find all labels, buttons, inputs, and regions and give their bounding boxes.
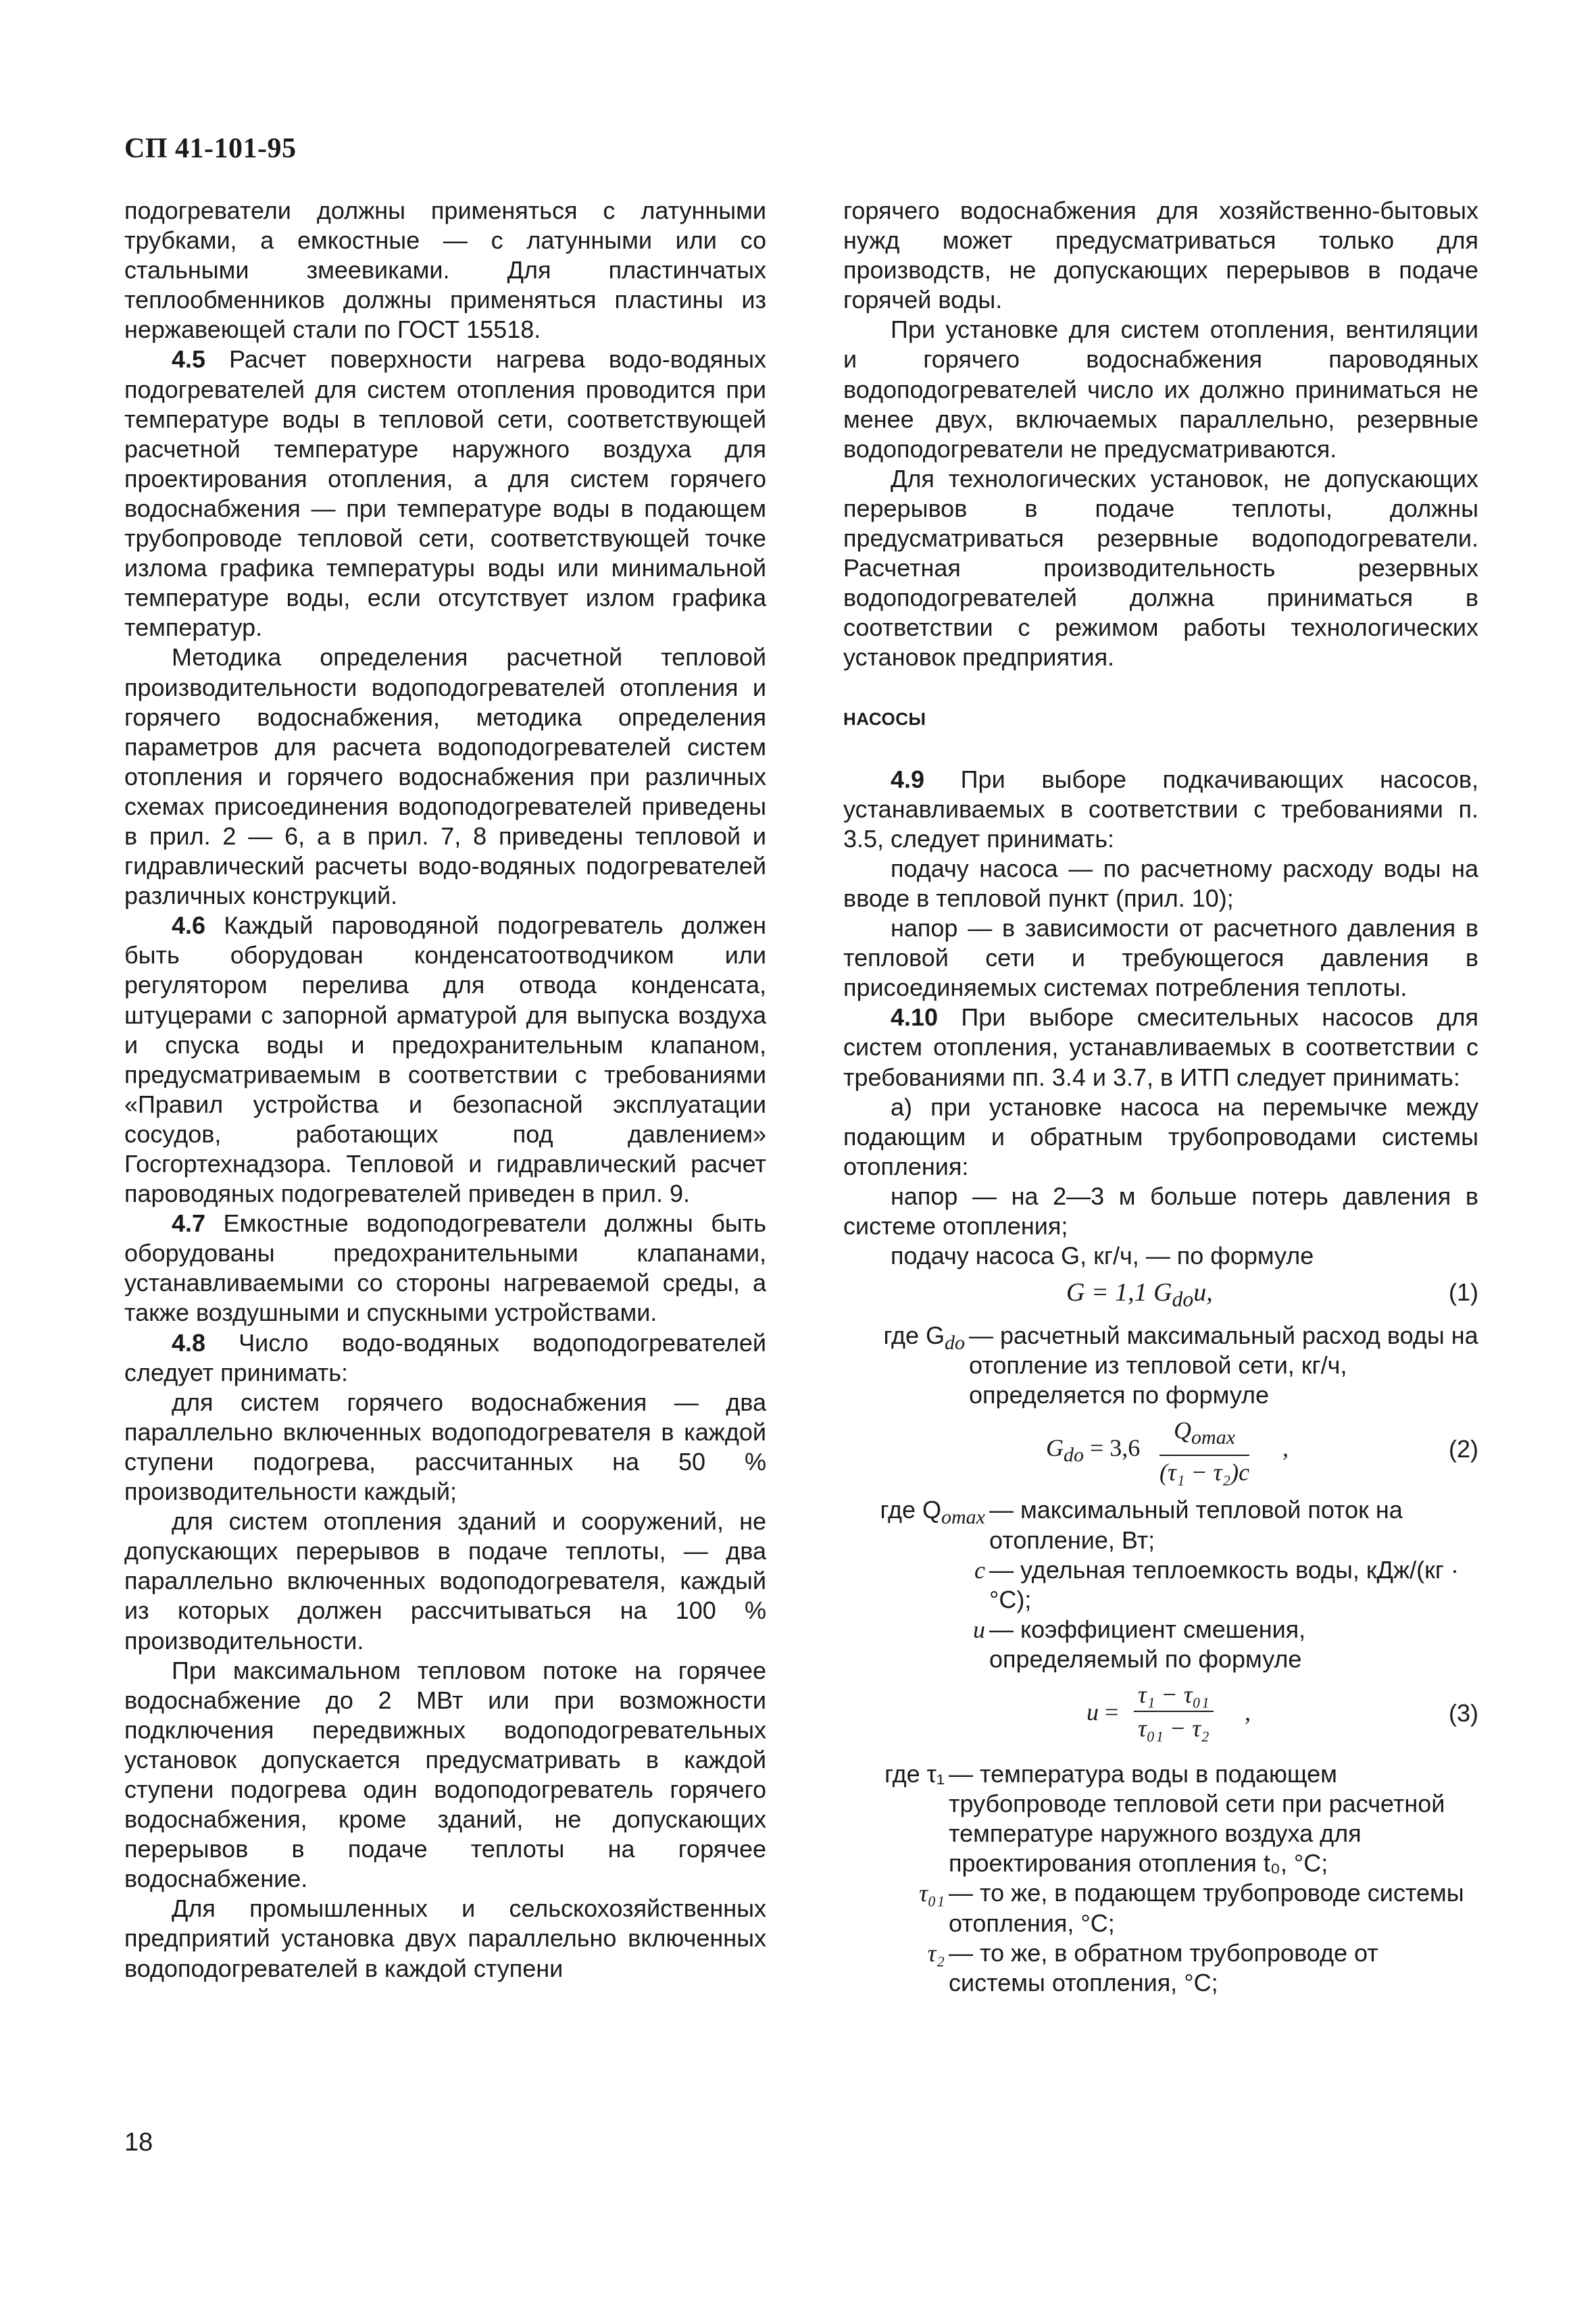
paragraph: напор — в зависимости от расчетного давления в тепловой сети и требующегося давления в присоединяемых системах потребления теплоты.: [843, 914, 1478, 1002]
clause-number: 4.7: [172, 1209, 206, 1238]
definition-term: u: [973, 1615, 985, 1643]
definition: [843, 1759, 1478, 1878]
clause-text: Расчет поверхности нагрева водо-водяных подогревателей для систем отопления проводится при температуре воды в тепловой сети, соответствующей расчетной температуре наружного воздуха для проектирования отопления, а для систем горячего водоснабжения — при температуре воды в подающем трубопроводе тепловой сети, соответствующей точке излома графика температуры воды или минимальной температуре воды, если отсутствует излом графика температур.: [124, 345, 766, 642]
paragraph: При максимальном тепловом потоке на горячее водоснабжение до 2 МВт или при возможности подключения передвижных водоподогревательных установок допускается предусматривать в каждой ступени подогрева один водоподогреватель горячего водоснабжения, кроме зданий, не допускающих перерывов в подаче теплоты на горячее водоснабжение.: [124, 1656, 766, 1893]
paragraph: подачу насоса G, кг/ч, — по формуле: [891, 1242, 1314, 1270]
clause-text: При выборе подкачивающих насосов, устанавливаемых в соответствии с требованиями п. 3.5, следует принимать:: [843, 765, 1478, 853]
definition-term: где $Q_{omax}$: [880, 1496, 985, 1529]
definition: [843, 1938, 1478, 1998]
definition-term: где $G_{do}$: [883, 1322, 965, 1355]
equation-number: (3): [1449, 1699, 1478, 1728]
definition: [843, 1321, 1478, 1410]
clause-number: 4.9: [891, 765, 925, 793]
definition-text: — коэффициент смешения, определяемый по формуле: [989, 1615, 1306, 1673]
paragraph: При установке для систем отопления, вентиляции и горячего водоснабжения пароводяных водоподогревателей число их должно приниматься не менее двух, включаемых параллельно, резервные водоподогреватели не предусматриваются.: [843, 316, 1478, 463]
definition-text: — максимальный тепловой поток на отопление, Вт;: [989, 1496, 1403, 1554]
paragraph: горячего водоснабжения для хозяйственно-бытовых нужд может предусматриваться только для производств, не допускающих перерывов в подаче горячей воды.: [843, 197, 1478, 314]
clause-4-8: [124, 1328, 766, 1388]
paragraph: подачу насоса — по расчетному расходу воды на вводе в тепловой пункт (прил. 10);: [843, 854, 1478, 912]
clause-number: 4.5: [172, 345, 206, 374]
clause-text: Каждый пароводяной подогреватель должен быть оборудован конденсатоотводчиком или регулятором перелива для отвода конденсата, штуцерами с запорной арматурой для выпуска воздуха и спуска воды и предохранительным клапаном, предусматриваемым в соответствии с требованиями «Правил устройства и безопасной эксплуатации сосудов, работающих под давлением» Госгортехнадзора. Тепловой и гидравлический расчет пароводяных подогревателей приведен в прил. 9.: [124, 911, 766, 1208]
formula-expression: G = 1,1 $G_{do}u$,: [1066, 1278, 1213, 1311]
paragraph: подогреватели должны применяться с латунными трубками, а емкостные — с латунными или со стальными змеевиками. Для пластинчатых теплообменников должны применяться пластины из нержавеющей стали по ГОСТ 15518.: [124, 197, 766, 344]
formula-3: u = $\frac{\text{τ₁ − τ₀₁}}{\text{τ₀₁ − τ₂}}$ , (3): [843, 1680, 1478, 1747]
definition: [843, 1555, 1478, 1615]
clause-4-9: [843, 765, 1478, 854]
clause-number: 4.8: [172, 1328, 206, 1357]
clause-text: Емкостные водоподогреватели должны быть оборудованы предохранительными клапанами, устанавливаемыми со стороны нагреваемой среды, а также воздушными и спускными устройствами.: [124, 1209, 766, 1327]
clause-4-7: [124, 1209, 766, 1328]
formula-2: $G_{do} = 3,6$ $Q_{omax}$ (τ₁ − τ₂)c , (2): [843, 1415, 1478, 1483]
paragraph: Для технологических установок, не допускающих перерывов в подаче теплоты, должны предусматриваться резервные водоподогреватели. Расчетная производительность резервных водоподогревателей должна приниматься в соответствии с режимом работы технологических установок предприятия.: [843, 464, 1478, 672]
left-column: [124, 196, 766, 1984]
formula-lhs: $G_{do} = 3,6$: [1046, 1434, 1141, 1467]
definition: [843, 1615, 1478, 1674]
formula-1: [843, 1275, 1478, 1315]
formula-lhs: u =: [1087, 1699, 1119, 1726]
clause-number: 4.6: [172, 911, 206, 940]
definition: [843, 1495, 1478, 1555]
clause-text: При выборе смесительных насосов для систем отопления, устанавливаемых в соответствии с требованиями пп. 3.4 и 3.7, в ИТП следует принимать:: [843, 1003, 1478, 1091]
formula-fraction: $Q_{omax}$ (τ₁ − τ₂)c: [1159, 1417, 1250, 1486]
paragraph: для систем горячего водоснабжения — два параллельно включенных водоподогревателя в каждой ступени подогрева, рассчитанных на 50 % производительности каждый;: [124, 1388, 766, 1506]
clause-4-5: [124, 345, 766, 643]
clause-4-6: [124, 911, 766, 1209]
definition-text: — то же, в подающем трубопроводе системы отопления, °С;: [949, 1879, 1464, 1937]
clause-4-10: [843, 1003, 1478, 1092]
clause-number: 4.10: [891, 1003, 939, 1032]
page-number: 18: [124, 2128, 153, 2157]
definition-term: c: [974, 1556, 985, 1584]
definition-text: — то же, в обратном трубопроводе от системы отопления, °С;: [949, 1938, 1378, 1996]
paragraph: а) при установке насоса на перемычке между подающим и обратным трубопроводами системы отопления:: [843, 1092, 1478, 1180]
paragraph: для систем отопления зданий и сооружений, не допускающих перерывов в подаче теплоты, — два параллельно включенных водоподогревателя, каждый из которых должен рассчитываться на 100 % производительности.: [124, 1507, 766, 1655]
definition-text: — удельная теплоемкость воды, кДж/(кг · °С);: [989, 1555, 1459, 1613]
equation-number: (2): [1449, 1435, 1478, 1463]
document-code: СП 41-101-95: [124, 133, 297, 164]
definition-text: — температура воды в подающем трубопроводе тепловой сети при расчетной температуре наружного воздуха для проектирования отопления t₀, °С;: [949, 1760, 1445, 1878]
definition-term: где τ₁: [884, 1760, 945, 1788]
definition-term: τ₀₁: [919, 1880, 945, 1907]
section-heading: НАСОСЫ: [843, 708, 926, 729]
formula-fraction: $\frac{\text{τ₁ − τ₀₁}}{\text{τ₀₁ − τ₂}}$: [1134, 1680, 1214, 1743]
definition-term: τ₂: [927, 1939, 945, 1967]
paragraph: Методика определения расчетной тепловой производительности водоподогревателей отопления и горячего водоснабжения, методика определения параметров для расчета водоподогревателей систем отопления и горячего водоснабжения при различных схемах присоединения водоподогревателей приведены в прил. 2 — 6, а в прил. 7, 8 приведены тепловой и гидравлический расчеты водо-водяных подогревателей различных конструкций.: [124, 643, 766, 910]
clause-text: Число водо-водяных водоподогревателей следует принимать:: [124, 1328, 766, 1386]
definition-text: — расчетный максимальный расход воды на отопление из тепловой сети, кг/ч, определяется по формуле: [969, 1322, 1478, 1409]
right-column: [843, 196, 1478, 1998]
paragraph: Для промышленных и сельскохозяйственных предприятий установка двух параллельно включенных водоподогревателей в каждой ступени: [124, 1894, 766, 1982]
paragraph: напор — на 2—3 м больше потерь давления в системе отопления;: [843, 1182, 1478, 1240]
definition: [843, 1878, 1478, 1938]
equation-number: (1): [1449, 1278, 1478, 1307]
